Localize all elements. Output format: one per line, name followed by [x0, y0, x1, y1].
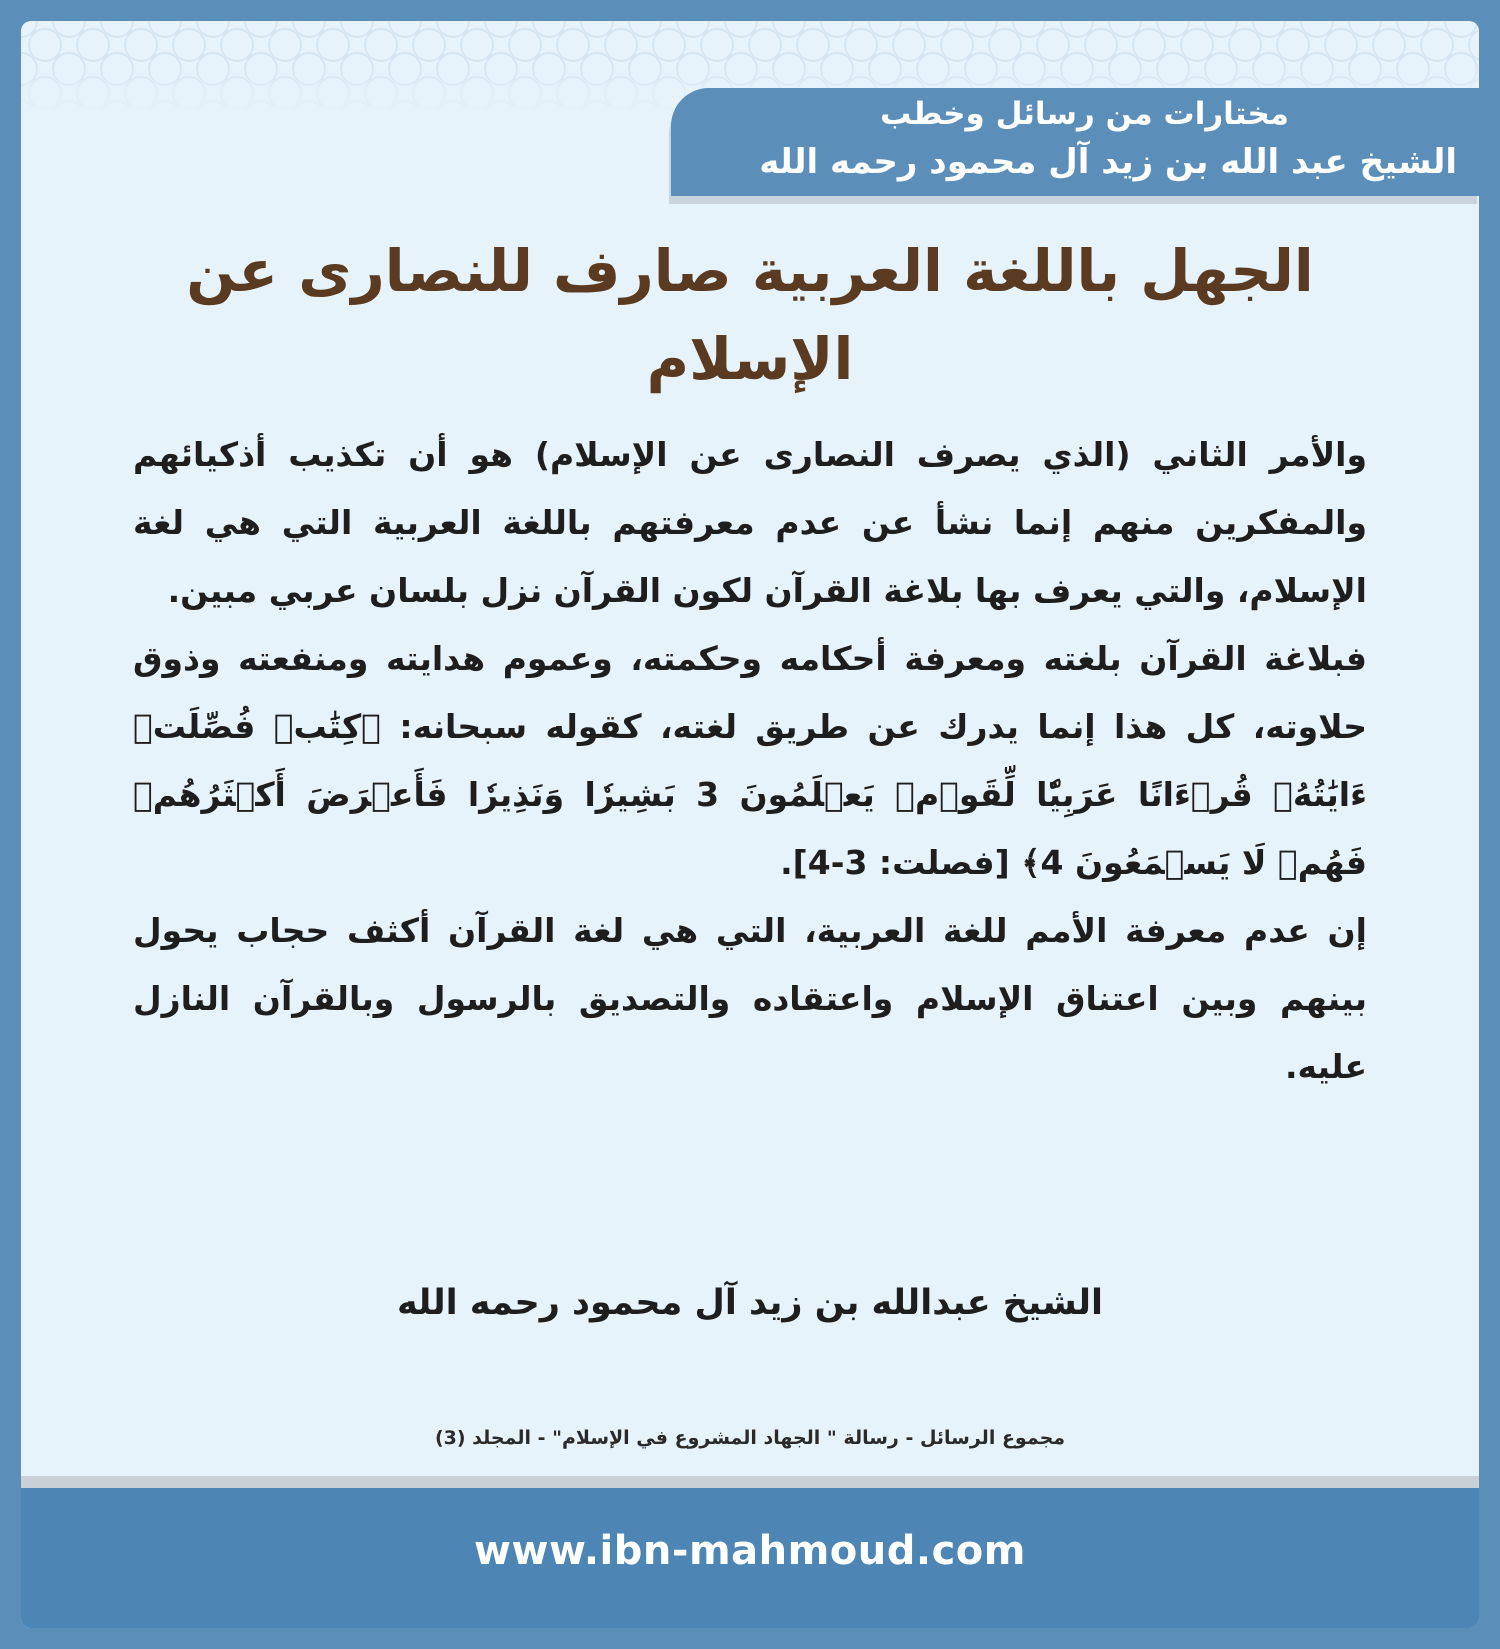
paragraph-2: فبلاغة القرآن بلغته ومعرفة أحكامه وحكمته، وعموم هدايته ومنفعته وذوق حلاوته، كل هذا إنما يدرك عن طريق لغته، كقوله سبحانه: ﴿كِتَٰبٞ فُصِّلَتۡ ءَايَٰتُهُۥ قُرۡءَانًا عَرَبِيّٗا لِّقَوۡمٖ يَعۡلَمُونَ 3 بَشِيرٗا وَنَذِيرٗا فَأَعۡرَضَ أَكۡثَرُهُمۡ فَهُمۡ لَا يَسۡمَعُونَ 4﴾ [فصلت: 3-4].	[133, 639, 1367, 882]
series-title: مختارات من رسائل وخطب	[880, 96, 1289, 132]
article-body	[133, 421, 1367, 1101]
source-citation: مجموع الرسائل - رسالة " الجهاد المشروع في الإسلام" - المجلد (3)	[434, 1427, 1066, 1449]
website-link[interactable]: www.ibn-mahmoud.com	[474, 1528, 1026, 1574]
paragraph-1: والأمر الثاني (الذي يصرف النصارى عن الإسلام) هو أن تكذيب أذكيائهم والمفكرين منهم إنما نشأ عن عدم معرفتهم باللغة العربية التي هي لغة الإسلام، والتي يعرف بها بلاغة القرآن لكون القرآن نزل بلسان عربي مبين.	[133, 435, 1367, 610]
page-title: الجهل باللغة العربية صارف للنصارى عن الإسلام	[186, 237, 1314, 393]
footer-divider	[21, 1476, 1479, 1488]
signature: الشيخ عبدالله بن زيد آل محمود رحمه الله	[396, 1283, 1104, 1323]
header-band	[671, 88, 1479, 196]
paragraph-3: إن عدم معرفة الأمم للغة العربية، التي هي لغة القرآن أكثف حجاب يحول بينهم وبين اعتناق الإسلام واعتقاده والتصديق بالرسول وبالقرآن النازل عليه.	[133, 911, 1367, 1086]
author-title: الشيخ عبد الله بن زيد آل محمود رحمه الله	[759, 142, 1457, 182]
card	[21, 21, 1479, 1628]
footer	[21, 1488, 1479, 1628]
